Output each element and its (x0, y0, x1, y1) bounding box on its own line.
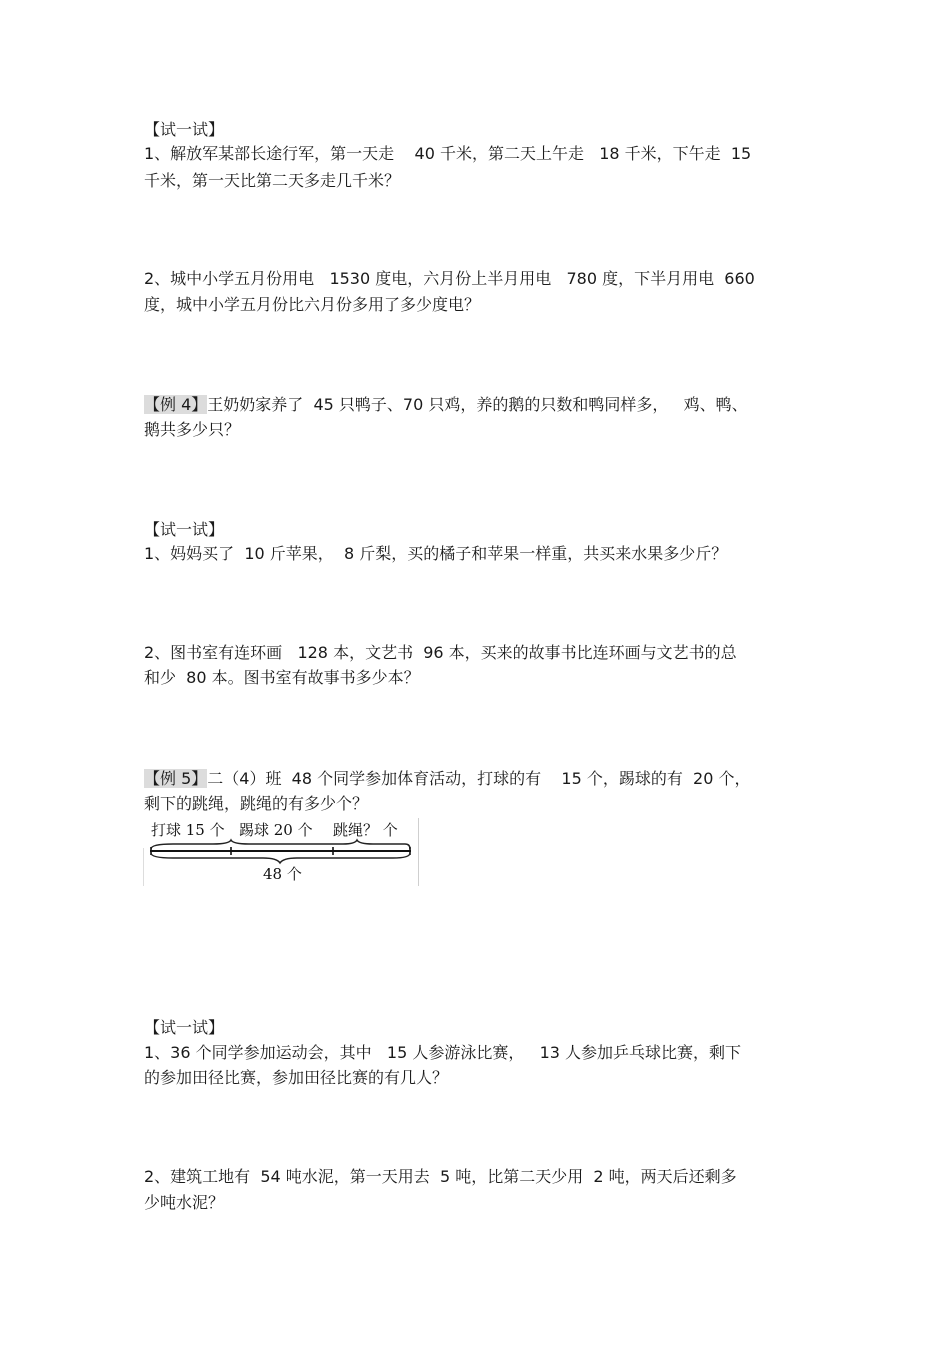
question-2-line-2: 度，城中小学五月份比六月份多用了多少度电？ (144, 295, 481, 314)
example-4-text: 王奶奶家养了 45 只鸭子、70 只鸡，养的鹅的只数和鸭同样多， 鸡、鸭、 (207, 395, 748, 414)
example-5-tag: 【例 5】 (144, 769, 208, 788)
diagram-label-ball: 打球 15 个 (151, 821, 225, 839)
example-4-line-1 (144, 395, 748, 415)
example-5-text: 二（4）班 48 个同学参加体育活动，打球的有 15 个，踢球的有 20 个， (207, 769, 751, 788)
question-2-line-1: 2、城中小学五月份用电 1530 度电，六月份上半月用电 780 度，下半月用电 660 (144, 269, 755, 288)
diagram-label-total: 48 个 (263, 865, 302, 883)
line-segment-diagram (143, 818, 419, 886)
section-3-heading: 【试一试】 (144, 1018, 225, 1037)
question-1-line-1: 1、36 个同学参加运动会，其中 15 人参游泳比赛， 13 人参加乒乓球比赛，剩下 (144, 1043, 742, 1062)
example-4-line-2: 鹅共多少只？ (144, 420, 241, 439)
question-1-line-1: 1、解放军某部长途行军，第一天走 40 千米，第二天上午走 18 千米，下午走 15 (144, 144, 752, 163)
question-2-line-2: 和少 80 本。图书室有故事书多少本？ (144, 668, 420, 687)
example-5-line-1 (144, 769, 751, 789)
question-1-line-2: 的参加田径比赛，参加田径比赛的有几人？ (144, 1068, 449, 1087)
example-4-tag: 【例 4】 (144, 395, 208, 414)
diagram-label-rope: 跳绳？ 个 (333, 821, 398, 839)
question-2-line-1: 2、建筑工地有 54 吨水泥，第一天用去 5 吨，比第二天少用 2 吨，两天后还剩多 (144, 1167, 737, 1186)
question-2-line-1: 2、图书室有连环画 128 本，文艺书 96 本，买来的故事书比连环画与文艺书的总 (144, 643, 737, 662)
question-1-line-1: 1、妈妈买了 10 斤苹果， 8 斤梨，买的橘子和苹果一样重，共买来水果多少斤？ (144, 544, 728, 563)
diagram-label-kick: 踢球 20 个 (239, 821, 313, 839)
section-2-heading: 【试一试】 (144, 520, 225, 539)
bottom-brace (151, 853, 410, 863)
top-brace (151, 840, 410, 849)
question-2-line-2: 少吨水泥？ (144, 1193, 225, 1212)
example-5-line-2: 剩下的跳绳，跳绳的有多少个？ (144, 794, 369, 813)
question-1-line-2: 千米，第一天比第二天多走几千米？ (144, 171, 401, 190)
section-1-heading: 【试一试】 (144, 120, 225, 139)
